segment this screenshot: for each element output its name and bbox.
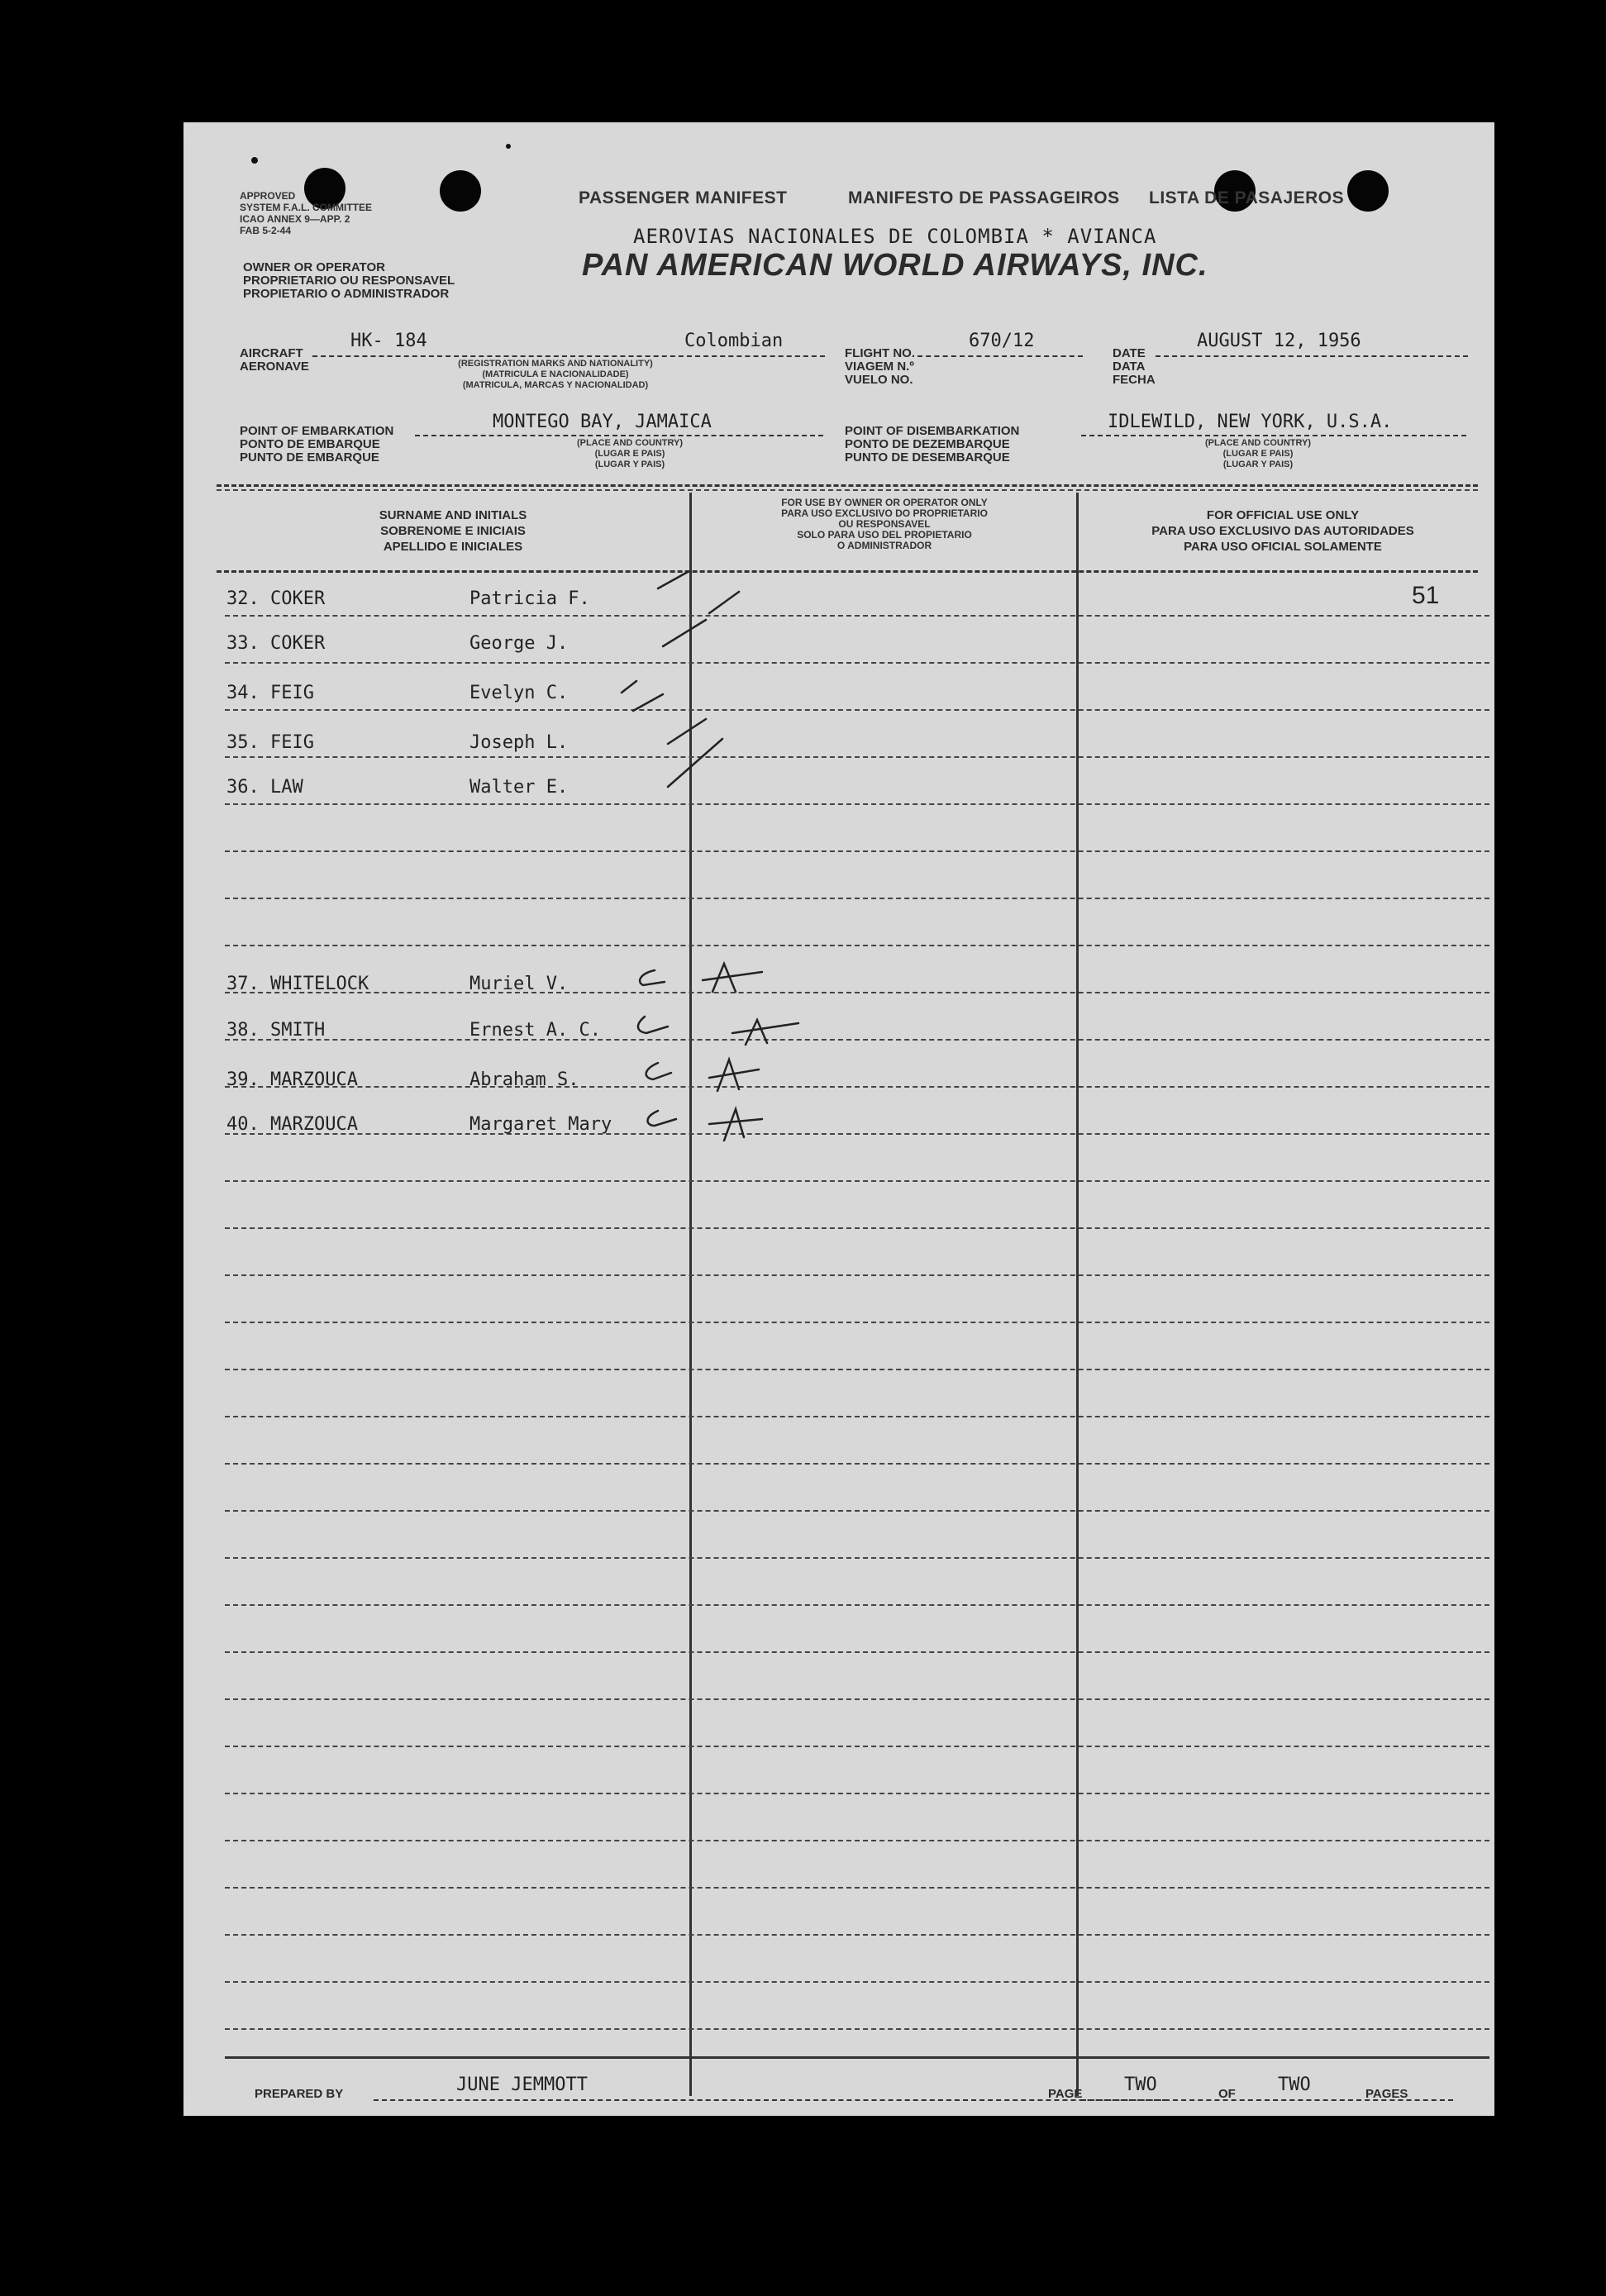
- manifest-sheet: [183, 122, 1494, 2116]
- passenger-surname: FEIG: [270, 732, 314, 753]
- check-slash: [633, 694, 663, 711]
- table-row-line: [225, 1981, 1489, 1983]
- check-slash: [663, 620, 706, 646]
- table-row-line: [225, 1322, 1489, 1323]
- prepared-by-label: PREPARED BY: [255, 2087, 344, 2101]
- passenger-given-name: Evelyn C.: [469, 683, 569, 703]
- passenger-surname: MARZOUCA: [270, 1114, 358, 1135]
- passenger-number: 36.: [226, 777, 260, 798]
- flight-date: AUGUST 12, 1956: [1197, 331, 1361, 351]
- registration-caption: (REGISTRATION MARKS AND NATIONALITY) (MATRICULA E NACIONALIDADE) (MATRICULA, MARCAS Y NACIONALIDAD): [458, 359, 653, 390]
- pages-label: PAGES: [1365, 2087, 1408, 2101]
- check-slash: [658, 572, 688, 588]
- table-row-line: [225, 1510, 1489, 1512]
- of-label: OF: [1218, 2087, 1236, 2101]
- passenger-number: 32.: [226, 588, 260, 609]
- passenger-number: 35.: [226, 732, 260, 753]
- handwritten-check-marks: [183, 122, 1494, 1197]
- disembarkation-label: POINT OF DISEMBARKATION PONTO DE DEZEMBARQUE PUNTO DE DESEMBARQUE: [845, 424, 1020, 464]
- flight-label: FLIGHT NO. VIAGEM N.º VUELO NO.: [845, 346, 915, 387]
- tick-mark: [648, 1111, 677, 1126]
- passenger-number: 38.: [226, 1020, 260, 1041]
- passenger-given-name: Ernest A. C.: [469, 1020, 601, 1041]
- embarkation-place: MONTEGO BAY, JAMAICA: [493, 412, 712, 432]
- page-label: PAGE: [1048, 2087, 1083, 2101]
- passenger-number: 40.: [226, 1114, 260, 1135]
- passenger-given-name: Patricia F.: [469, 588, 590, 609]
- a-mark: [732, 1020, 798, 1045]
- table-row-line: [225, 1227, 1489, 1229]
- brand-line: PAN AMERICAN WORLD AIRWAYS, INC.: [582, 248, 1208, 283]
- passenger-given-name: Muriel V.: [469, 974, 569, 994]
- table-row-line: [225, 1604, 1489, 1606]
- passenger-number: 34.: [226, 683, 260, 703]
- title-english: PASSENGER MANIFEST: [579, 188, 788, 207]
- table-row-line: [225, 1557, 1489, 1559]
- column-header-surname: SURNAME AND INITIALS SOBRENOME E INICIAIS APELLIDO E INICIALES: [379, 508, 527, 554]
- table-row-line: [225, 1369, 1489, 1370]
- embarkation-label: POINT OF EMBARKATION PONTO DE EMBARQUE PUNTO DE EMBARQUE: [240, 424, 394, 464]
- tick-mark: [646, 1063, 671, 1079]
- table-row-line: [225, 1651, 1489, 1653]
- passenger-number: 37.: [226, 974, 260, 994]
- embarkation-caption: (PLACE AND COUNTRY) (LUGAR E PAIS) (LUGAR Y PAIS): [576, 438, 684, 469]
- passenger-surname: MARZOUCA: [270, 1069, 358, 1090]
- check-slash: [668, 719, 706, 744]
- table-row-line: [225, 1793, 1489, 1794]
- check-slash: [622, 681, 636, 693]
- passenger-number: 39.: [226, 1069, 260, 1090]
- table-row-line: [225, 1463, 1489, 1465]
- table-row-line: [225, 2028, 1489, 2030]
- passenger-given-name: Walter E.: [469, 777, 569, 798]
- passenger-given-name: Margaret Mary: [469, 1114, 612, 1135]
- table-row-line: [225, 1746, 1489, 1747]
- owner-label: OWNER OR OPERATOR PROPRIETARIO OU RESPONSAVEL PROPIETARIO O ADMINISTRADOR: [243, 260, 455, 301]
- passenger-surname: COKER: [270, 633, 326, 654]
- total-pages: TWO: [1278, 2074, 1311, 2095]
- table-bottom-rule: [225, 2056, 1489, 2059]
- passenger-surname: COKER: [270, 588, 326, 609]
- title-spanish: LISTA DE PASAJEROS: [1149, 188, 1345, 207]
- tick-mark: [640, 970, 665, 985]
- column-header-official-use: FOR OFFICIAL USE ONLY PARA USO EXCLUSIVO DAS AUTORIDADES PARA USO OFICIAL SOLAMENTE: [1151, 508, 1414, 554]
- a-mark: [709, 1060, 759, 1091]
- passenger-surname: FEIG: [270, 683, 314, 703]
- passenger-surname: WHITELOCK: [270, 974, 369, 994]
- a-mark: [703, 964, 762, 992]
- prepared-by-name: JUNE JEMMOTT: [456, 2074, 588, 2095]
- table-row-line: [225, 1274, 1489, 1276]
- table-row-line: [225, 1840, 1489, 1841]
- column-header-owner-use: FOR USE BY OWNER OR OPERATOR ONLY PARA USO EXCLUSIVO DO PROPRIETARIO OU RESPONSAVEL SOLO PARA USO DEL PROPIETARIO O ADMINISTRADOR: [781, 497, 988, 551]
- table-row-line: [225, 1887, 1489, 1889]
- check-slash: [709, 592, 739, 613]
- aircraft-registration: HK- 184: [350, 331, 427, 351]
- approval-block: APPROVED SYSTEM F.A.L. COMMITTEE ICAO ANNEX 9—APP. 2 FAB 5-2-44: [240, 190, 373, 236]
- disembarkation-caption: (PLACE AND COUNTRY) (LUGAR E PAIS) (LUGAR Y PAIS): [1204, 438, 1312, 469]
- tick-mark: [638, 1017, 668, 1033]
- official-number: 51: [1412, 582, 1440, 609]
- passenger-surname: LAW: [270, 777, 303, 798]
- check-slash: [668, 739, 722, 787]
- page-number: TWO: [1124, 2074, 1157, 2095]
- operator-line: AEROVIAS NACIONALES DE COLOMBIA * AVIANCA: [633, 225, 1157, 248]
- passenger-given-name: Joseph L.: [469, 732, 569, 753]
- passenger-given-name: Abraham S.: [469, 1069, 579, 1090]
- passenger-number: 33.: [226, 633, 260, 654]
- table-row-line: [225, 1698, 1489, 1700]
- table-row-line: [225, 1416, 1489, 1417]
- date-label: DATE DATA FECHA: [1113, 346, 1156, 387]
- a-mark: [709, 1109, 762, 1141]
- aircraft-label: AIRCRAFT AERONAVE: [240, 346, 309, 374]
- title-portuguese: MANIFESTO DE PASSAGEIROS: [848, 188, 1120, 207]
- passenger-surname: SMITH: [270, 1020, 326, 1041]
- aircraft-nationality: Colombian: [684, 331, 784, 351]
- table-row-line: [225, 1934, 1489, 1936]
- passenger-given-name: George J.: [469, 633, 569, 654]
- flight-number: 670/12: [969, 331, 1035, 351]
- page-underline: [1081, 2099, 1453, 2101]
- disembarkation-place: IDLEWILD, NEW YORK, U.S.A.: [1108, 412, 1393, 432]
